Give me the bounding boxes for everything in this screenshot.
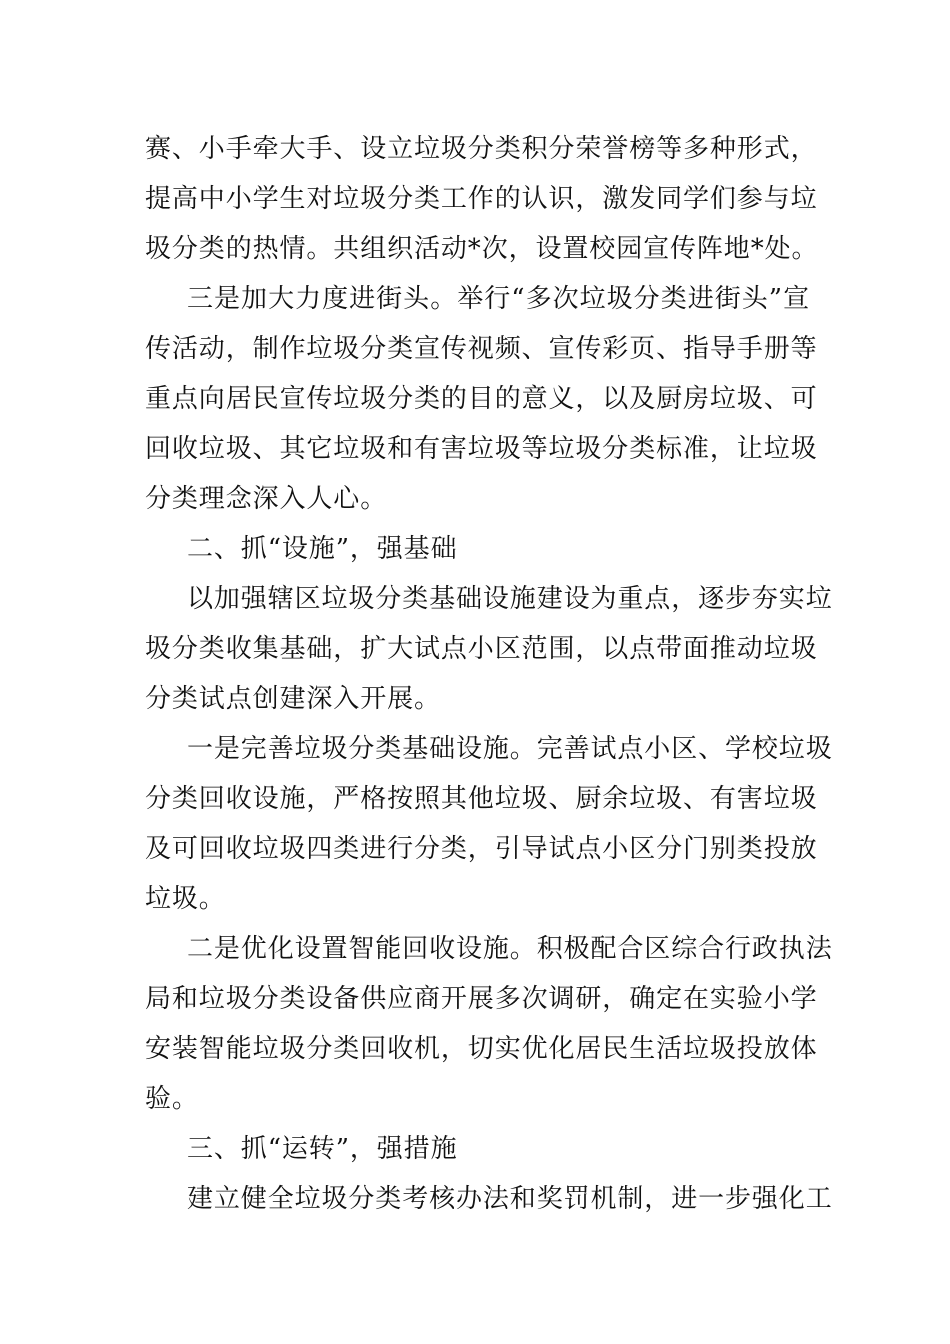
- text-line-11: 圾分类收集基础，扩大试点小区范围，以点带面推动垃圾: [145, 634, 818, 664]
- text-line-19: 安装智能垃圾分类回收机，切实优化居民生活垃圾投放体: [145, 1034, 818, 1064]
- text-line-8: 分类理念深入人心。: [145, 484, 388, 514]
- text-line-7: 回收垃圾、其它垃圾和有害垃圾等垃圾分类标准，让垃圾: [145, 434, 818, 464]
- document-body: [145, 124, 833, 1224]
- text-line-13: 一是完善垃圾分类基础设施。完善试点小区、学校垃圾: [187, 734, 833, 764]
- text-line-4: 三是加大力度进街头。举行“多次垃圾分类进街头”宣: [187, 284, 810, 314]
- text-line-16: 垃圾。: [145, 884, 226, 914]
- text-line-2: 提高中小学生对垃圾分类工作的认识，激发同学们参与垃: [145, 184, 818, 214]
- section-heading-3: 三、抓“运转”，强措施: [187, 1134, 458, 1164]
- text-line-20: 验。: [145, 1084, 199, 1114]
- text-line-10: 以加强辖区垃圾分类基础设施建设为重点，逐步夯实垃: [187, 584, 833, 614]
- section-heading-2: 二、抓“设施”，强基础: [187, 534, 458, 564]
- text-line-18: 局和垃圾分类设备供应商开展多次调研，确定在实验小学: [145, 984, 818, 1014]
- text-line-1: 赛、小手牵大手、设立垃圾分类积分荣誉榜等多种形式，: [145, 134, 818, 164]
- text-line-15: 及可回收垃圾四类进行分类，引导试点小区分门别类投放: [145, 834, 818, 864]
- text-line-14: 分类回收设施，严格按照其他垃圾、厨余垃圾、有害垃圾: [145, 784, 818, 814]
- text-line-5: 传活动，制作垃圾分类宣传视频、宣传彩页、指导手册等: [145, 334, 818, 364]
- text-line-12: 分类试点创建深入开展。: [145, 684, 441, 714]
- text-line-3: 圾分类的热情。共组织活动*次，设置校园宣传阵地*处。: [145, 234, 819, 264]
- text-line-22: 建立健全垃圾分类考核办法和奖罚机制，进一步强化工: [187, 1184, 833, 1214]
- text-line-6: 重点向居民宣传垃圾分类的目的意义，以及厨房垃圾、可: [145, 384, 818, 414]
- text-line-17: 二是优化设置智能回收设施。积极配合区综合行政执法: [187, 934, 833, 964]
